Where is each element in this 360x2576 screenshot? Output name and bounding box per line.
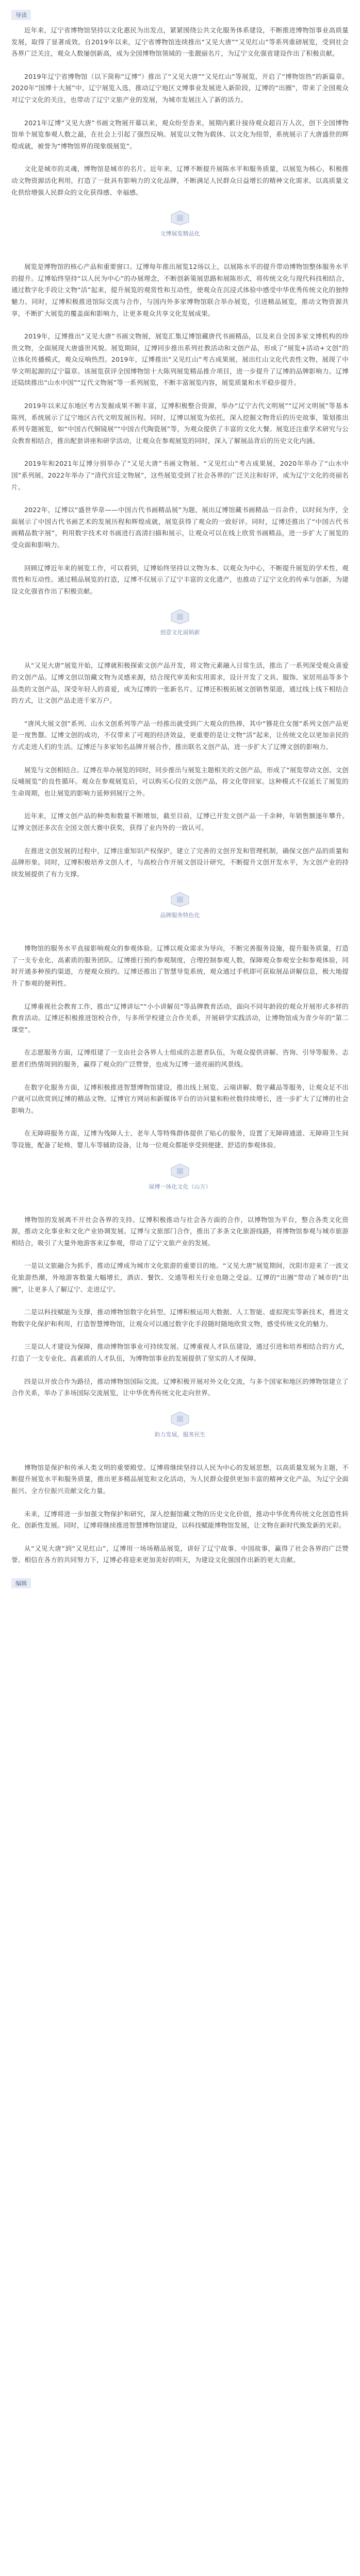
section-title: 展博一体化文化（山万） — [11, 1181, 349, 1192]
paragraph: 2021年辽博“又见大唐”书画文物展开幕以来，观众纷至沓来，展期内累计接待观众超百万人次，创下全国博物馆单个展览参观人数之最，在社会上引起了强烈反响。展览以文物为载体、以文化为纽带，系统展示了大唐盛世的辉煌成就，被誉为“博物馆界的现象级展览”。 — [11, 118, 349, 150]
paragraph: 一是以文旅融合为抓手，推动辽博成为城市文化旅游的重要目的地。“又见大唐”展览期间，沈阳市迎来了一波文化旅游热潮，外地游客数量大幅增长，酒店、餐饮、交通等相关行业也随之受益。辽博的“出圈”带动了城市的“出圈”，让更多人了解辽宁、走进辽宁。 — [11, 1262, 349, 1293]
paragraph-group-4 — [11, 943, 349, 1151]
paragraph-group-3 — [11, 660, 349, 880]
paragraph: 近年来，辽博文创产品的种类和数量不断增加，截至目前，辽博已开发文创产品一千余种，年销售额逐年攀升。辽博文创还多次在全国文创大赛中获奖，获得了业内外的一致认可。 — [11, 812, 349, 832]
paragraph: 2019年辽宁省博物馆（以下简称“辽博”）推出了“又见大唐”“又见红山”等展览，开启了“博物馆热”的新篇章。2020年“国博十大展”中，辽宁展览入选，推动辽宁地区文博事业发展进入新阶段，辽博的“出圈”，带来了全国观众对辽宁文化的关注，也带动了辽宁文旅产业的发展，为城市发展注入了新的活力。 — [11, 72, 349, 104]
paragraph: 展览与文创相结合。辽博在举办展览的同时，同步推出与展览主题相关的文创产品，形成了“展览带动文创、文创反哺展览”的良性循环。观众在参观展览后，可以购买心仪的文创产品，将文化带回家。这种模式不仅延长了展览的生命周期，也让展览的影响力延伸到展厅之外。 — [11, 766, 349, 797]
paragraph-group-5 — [11, 1214, 349, 1399]
section-header-4 — [11, 1163, 349, 1201]
emblem-icon — [168, 1411, 192, 1427]
section-title: 品牌服务特色化 — [11, 910, 349, 920]
paragraph: 2019年，辽博推出“又见大唐”书画文物展，展览汇集辽博馆藏唐代书画精品，以及来自全国多家文博机构的珍贵文物，全面展现大唐盛世风貌。展览期间，辽博同步推出系列社教活动和文创产品，形成了“展览+活动+文创”的立体化传播模式，观众反响热烈。2019年，辽博推出“又见红山”考古成果展，展出红山文化代表性文物，展现了中华文明起源的辽宁篇章。该展览获评全国博物馆十大陈列展览精品推介项目，进一步提升了辽博的品牌影响力。辽博还陆续推出“山水中国”“辽代文物展”等一系列展览，不断丰富展览内容，展览质量和水平稳步提升。 — [11, 332, 349, 387]
section-title: 创意文化展销新 — [11, 627, 349, 637]
paragraph: 2019年以来辽东地区考古发掘成果不断丰富，辽博积极整合资源，举办“辽宁古代文明展”“辽河文明展”等基本陈列，系统展示了辽宁地区古代文明发展历程。同时，辽博以展览为依托，深入挖掘文物背后的历史故事，策划推出系列专题展览，如“中国古代铜镜展”“中国古代陶瓷展”等，为观众提供了丰富的文化大餐。展览还注重学术研究与公众教育相结合，推出配套讲座和研学活动，让观众在参观展览的同时，深入了解展品背后的历史文化内涵。 — [11, 402, 349, 445]
paragraph: 展览是博物馆的核心产品和重要窗口。辽博每年推出展览12场以上，以展陈水平的提升带动博物馆整体服务水平的提升。辽博始终坚持“以人民为中心”的办展理念，不断创新策展思路和展陈形式，将传统文化与现代科技相结合，通过数字化手段让文物“活”起来，提升展览的观赏性和互动性，使观众在沉浸式体验中感受中华优秀传统文化的独特魅力。同时，辽博积极推进馆际交流与合作，与国内外多家博物馆联合举办展览，引进精品展览，推动文物资源共享，不断扩大展览的覆盖面和影响力，让更多观众共享文化发展成果。 — [11, 263, 349, 317]
paragraph: 博物馆是保护和传承人类文明的重要殿堂。辽博将继续坚持以人民为中心的发展思想，以高质量发展为主题，不断提升展览水平和服务质量，推出更多精品展览和文化活动，为人民群众提供更加丰富的精神文化产品，为辽宁全面振兴、全方位振兴贡献文化力量。 — [11, 1463, 349, 1495]
paragraph-group-6 — [11, 1462, 349, 1566]
paragraph: 辽博重视社会教育工作，推出“辽博讲坛”“小小讲解员”等品牌教育活动，面向不同年龄段的观众开展形式多样的教育活动。辽博还积极推进馆校合作，与多所学校建立合作关系，开展研学实践活动，让博物馆成为青少年的“第二课堂”。 — [11, 1002, 349, 1033]
paragraph: 近年来，辽宁省博物馆坚持以文化惠民为出发点，紧紧围绕公共文化服务体系建设，不断推进博物馆事业高质量发展，取得了显著成效。自2019年以来，辽宁省博物馆连续推出“又见大唐”“又见红山”等系列重磅展览，受到社会各界广泛关注，观众人数屡创新高，成为全国博物馆领域的一张靓丽名片，为辽宁文化强省建设作出了积极贡献。 — [11, 26, 349, 58]
paragraph: 二是以科技赋能为支撑，推动博物馆数字化转型。辽博积极运用大数据、人工智能、虚拟现实等新技术，推进文物数字化保护和利用，打造智慧博物馆，让观众可以通过数字化手段随时随地欣赏文物，感受传统文化的魅力。 — [11, 1308, 349, 1328]
section-header-5 — [11, 1411, 349, 1449]
section-header-2 — [11, 608, 349, 647]
paragraph: 2019年和2021年辽博分别举办了“又见大唐”书画文物展、“又见红山”考古成果展，2020年举办了“山水中国”系列展、2022年举办了“清代宫廷文物展”，这些展览受到了社会各界的广泛关注和好评，成为辽宁文化的亮丽名片。 — [11, 460, 349, 491]
paragraph: 博物馆的发展离不开社会各界的支持。辽博积极推动与社会各方面的合作，以博物馆为平台，整合各类文化资源，推动文化事业和文化产业协调发展。辽博与文旅部门合作，推出了多条文化旅游线路，将博物馆参观与城市旅游相结合，吸引了大量外地游客来辽参观，带动了辽宁文旅产业的发展。 — [11, 1215, 349, 1247]
paragraph: 三是以人才建设为保障，推动博物馆事业可持续发展。辽博重视人才队伍建设，通过引进和培养相结合的方式，打造了一支专业化、高素质的人才队伍，为博物馆事业的发展提供了坚实的人才保障。 — [11, 1343, 349, 1362]
emblem-icon — [168, 608, 192, 625]
footer-label: 编辑 — [11, 1578, 31, 1588]
paragraph-group-2 — [11, 261, 349, 597]
section-header-1 — [11, 210, 349, 248]
section-title: 文博展览精品化 — [11, 228, 349, 239]
paragraph: 未来，辽博将进一步加强文物保护和研究，深入挖掘馆藏文物的历史文化价值，推动中华优秀传统文化创造性转化、创新性发展。同时，辽博将继续推进智慧博物馆建设，以科技赋能博物馆发展，让文物在新时代焕发新的光彩。 — [11, 1510, 349, 1530]
intro-tag — [11, 9, 31, 20]
article-body — [11, 25, 349, 1588]
footer-tag — [11, 1578, 349, 1588]
paragraph: 从“又见大唐”展览开始，辽博就积极探索文创产品开发，将文物元素融入日常生活，推出了一系列深受观众喜爱的文创产品。辽博文创以馆藏文物为灵感来源，结合现代审美和实用需求，设计开发了文具、服饰、家居用品等多个品类的文创产品，深受年轻人的喜爱，成为辽博的一张新名片。辽博还积极拓展文创销售渠道，通过线上线下相结合的方式，让文创产品走进千家万户。 — [11, 662, 349, 705]
paragraph: 2022年，辽博以“盛世华章——中国古代书画精品展”为题，展出辽博馆藏书画精品一百余件，以时间为序，全面展示了中国古代书画艺术的发展历程和辉煌成就，展览获得了观众的一致好评。同时，辽博还推出了“中国古代书画精品数字展”，利用数字技术对书画进行高清扫描和展示，让观众可以在线上欣赏书画精品，进一步扩大了展览的受众面和影响力。 — [11, 506, 349, 549]
paragraph: 博物馆的服务水平直接影响观众的参观体验。辽博以观众需求为导向，不断完善服务设施，提升服务质量，打造了一支专业化、高素质的服务团队。辽博推行预约参观制度，合理控制参观人数，保障观众参观安全和参观体验，同时开通多种预约渠道，方便观众预约。辽博还推出了智慧导览系统，观众通过手机即可获取展品讲解信息，极大地提升了参观的便利性。 — [11, 944, 349, 988]
intro-label: 导读 — [11, 10, 31, 20]
paragraph: 在数字化服务方面，辽博积极推进智慧博物馆建设，推出线上展览、云端讲解、数字藏品等服务，让观众足不出户就可以欣赏到辽博的精品文物。辽博官方网站和新媒体平台的访问量和粉丝数持续增长，进一步扩大了辽博的社会影响力。 — [11, 1083, 349, 1114]
emblem-icon — [168, 1163, 192, 1179]
emblem-icon — [168, 891, 192, 908]
paragraph: “唐风大展文创”系列、山水文创系列等产品一经推出就受到广大观众的热捧，其中“簪花仕女图”系列文创产品更是一度售罄。辽博文创的成功，不仅带来了可观的经济效益，更重要的是让文物“活”起来，让传统文化以更加亲民的方式走进人们的生活。辽博还与多家知名品牌开展合作，推出联名文创产品，进一步扩大了辽博文创的影响力。 — [11, 719, 349, 751]
paragraph: 在无障碍服务方面，辽博为残障人士、老年人等特殊群体提供了贴心的服务，设置了无障碍通道、无障碍卫生间等设施，配备了轮椅、婴儿车等辅助设备，让每一位观众都能享受到便捷、舒适的参观体验。 — [11, 1129, 349, 1149]
paragraph: 回顾辽博近年来的展览工作，可以看到，辽博始终坚持以文物为本、以观众为中心，不断提升展览的学术性、观赏性和互动性。通过精品展览的打造，辽博不仅展示了辽宁丰富的文化遗产，也推动了辽宁文化的传承与创新，为建设文化强省作出了积极贡献。 — [11, 564, 349, 595]
paragraph: 从“又见大唐”到“又见红山”，辽博用一场场精品展览，讲好了辽宁故事、中国故事，赢得了社会各界的广泛赞誉。相信在各方的共同努力下，辽博必将迎来更加美好的明天，为建设文化强国作出新的更大贡献。 — [11, 1544, 349, 1564]
paragraph: 在推进文创发展的过程中，辽博注重知识产权保护，建立了完善的文创开发和管理机制，确保文创产品的质量和品牌形象。同时，辽博积极培养文创人才，与高校合作开展文创设计研究，不断提升文创开发水平，为文创产业的持续发展提供了有力支撑。 — [11, 846, 349, 878]
section-header-3 — [11, 891, 349, 929]
paragraph: 在志愿服务方面，辽博组建了一支由社会各界人士组成的志愿者队伍，为观众提供讲解、咨询、引导等服务。志愿者们热情周到的服务，赢得了观众的广泛赞誉，也成为辽博一道亮丽的风景线。 — [11, 1048, 349, 1069]
paragraph: 四是以开放合作为路径，推动博物馆国际交流。辽博积极开展对外文化交流，与多个国家和地区的博物馆建立了合作关系，举办了多场国际交流展览，让中华优秀传统文化走向世界。 — [11, 1377, 349, 1397]
section-title: 助力发展，服务民生 — [11, 1429, 349, 1439]
paragraph-group-1 — [11, 25, 349, 198]
paragraph: 文化是城市的灵魂，博物馆是城市的名片。近年来，辽博不断提升展陈水平和服务质量，以展览为核心，积极推动文物资源活化利用，打造了一批具有影响力的文化品牌，不断满足人民群众日益增长的精神文化需求，以高质量文化供给增强人民群众的文化获得感、幸福感。 — [11, 165, 349, 196]
emblem-icon — [168, 210, 192, 226]
